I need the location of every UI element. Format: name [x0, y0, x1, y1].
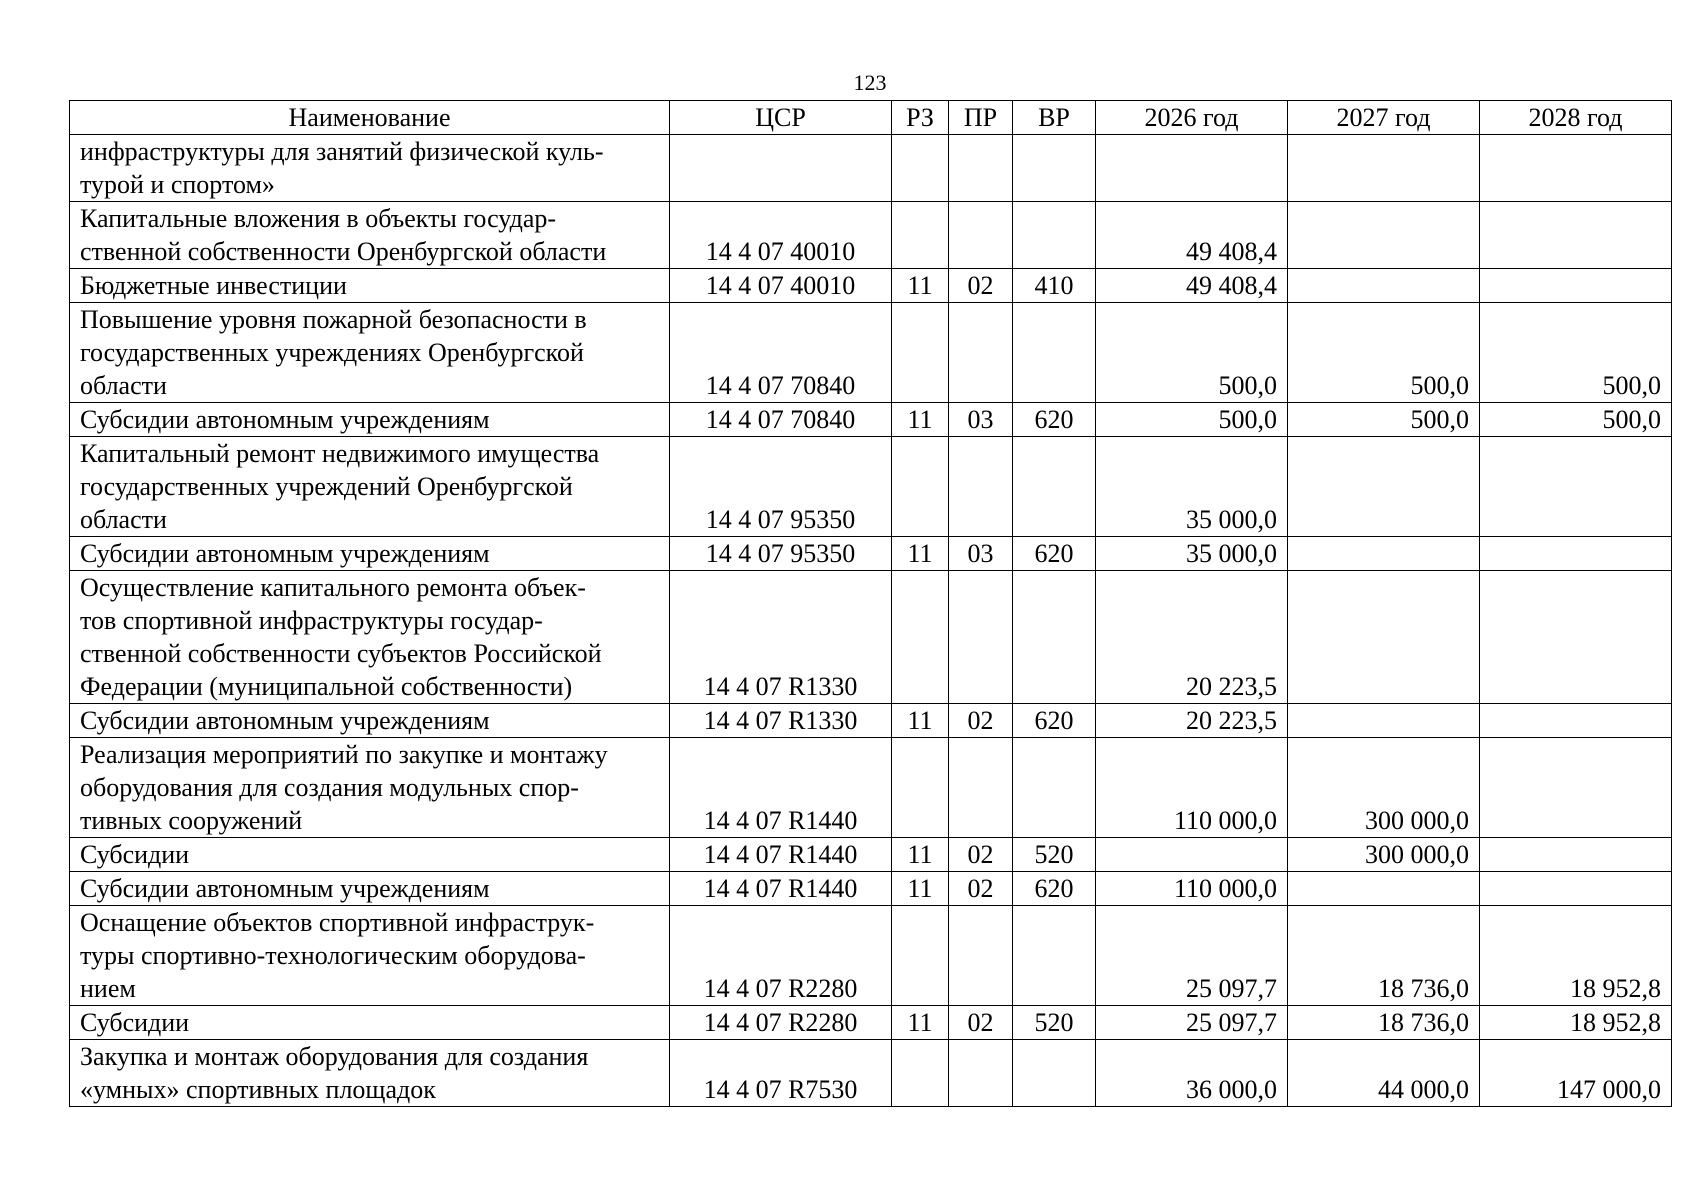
header-name: Наименование	[70, 101, 670, 135]
cell-2028	[1480, 437, 1672, 537]
cell-pr	[949, 571, 1013, 704]
cell-vr: 620	[1013, 537, 1096, 571]
cell-vr	[1013, 738, 1096, 838]
header-rz: РЗ	[892, 101, 949, 135]
cell-name-line: Закупка и монтаж оборудования для создания	[80, 1042, 589, 1071]
cell-2026: 110 000,0	[1096, 872, 1288, 906]
cell-2026: 20 223,5	[1096, 571, 1288, 704]
cell-2026	[1096, 135, 1288, 202]
cell-csr: 14 4 07 95350	[670, 537, 892, 571]
cell-pr	[949, 303, 1013, 403]
cell-2026: 20 223,5	[1096, 704, 1288, 738]
cell-vr	[1013, 906, 1096, 1006]
cell-name-line: Федерации (муниципальной собственности)	[80, 672, 573, 701]
cell-2026: 25 097,7	[1096, 906, 1288, 1006]
cell-rz: 11	[892, 1006, 949, 1040]
cell-name-line: оборудования для создания модульных спор-	[80, 773, 579, 802]
cell-name	[70, 135, 670, 202]
table-row	[70, 838, 1672, 872]
cell-pr: 02	[949, 838, 1013, 872]
cell-vr: 410	[1013, 269, 1096, 303]
header-vr: ВР	[1013, 101, 1096, 135]
table-row	[70, 872, 1672, 906]
cell-2028: 18 952,8	[1480, 906, 1672, 1006]
table-header-row	[70, 101, 1672, 135]
cell-csr: 14 4 07 70840	[670, 303, 892, 403]
table-row	[70, 303, 1672, 403]
cell-2028	[1480, 704, 1672, 738]
cell-rz	[892, 202, 949, 269]
table-row	[70, 1040, 1672, 1107]
cell-vr	[1013, 571, 1096, 704]
table-row	[70, 537, 1672, 571]
cell-2027	[1288, 537, 1480, 571]
cell-csr: 14 4 07 R1440	[670, 872, 892, 906]
cell-vr	[1013, 437, 1096, 537]
cell-name	[70, 403, 670, 437]
cell-pr: 02	[949, 704, 1013, 738]
cell-name-line: Субсидии	[80, 1008, 190, 1037]
cell-name-line: нием	[80, 974, 136, 1003]
cell-name	[70, 437, 670, 537]
cell-2028: 147 000,0	[1480, 1040, 1672, 1107]
header-2026: 2026 год	[1096, 101, 1288, 135]
cell-csr: 14 4 07 R1330	[670, 571, 892, 704]
cell-name-line: Оснащение объектов спортивной инфраструк-	[80, 908, 595, 937]
cell-name	[70, 1006, 670, 1040]
cell-rz	[892, 738, 949, 838]
page-number: 123	[853, 70, 887, 95]
table-row	[70, 704, 1672, 738]
cell-csr: 14 4 07 R2280	[670, 1006, 892, 1040]
cell-name-line: Субсидии автономным учреждениям	[80, 405, 490, 434]
cell-rz: 11	[892, 269, 949, 303]
table-row	[70, 437, 1672, 537]
table-row	[70, 1006, 1672, 1040]
cell-pr	[949, 906, 1013, 1006]
cell-2026: 35 000,0	[1096, 537, 1288, 571]
cell-2028	[1480, 202, 1672, 269]
cell-pr	[949, 1040, 1013, 1107]
cell-pr: 03	[949, 403, 1013, 437]
cell-rz: 11	[892, 704, 949, 738]
cell-2026: 110 000,0	[1096, 738, 1288, 838]
cell-2026	[1096, 838, 1288, 872]
table-row	[70, 135, 1672, 202]
cell-name-line: Субсидии	[80, 840, 190, 869]
cell-name-line: Повышение уровня пожарной безопасности в	[80, 305, 587, 334]
cell-pr	[949, 437, 1013, 537]
cell-csr: 14 4 07 70840	[670, 403, 892, 437]
cell-name-line: турой и спортом»	[80, 170, 275, 199]
cell-name	[70, 269, 670, 303]
cell-name	[70, 872, 670, 906]
cell-2026: 49 408,4	[1096, 269, 1288, 303]
cell-2028	[1480, 571, 1672, 704]
header-pr: ПР	[949, 101, 1013, 135]
cell-2028: 500,0	[1480, 303, 1672, 403]
cell-2027: 300 000,0	[1288, 738, 1480, 838]
cell-rz	[892, 437, 949, 537]
cell-pr	[949, 738, 1013, 838]
cell-2027	[1288, 704, 1480, 738]
cell-name-line: тивных сооружений	[80, 806, 303, 835]
cell-rz: 11	[892, 537, 949, 571]
cell-2026: 25 097,7	[1096, 1006, 1288, 1040]
cell-pr: 02	[949, 1006, 1013, 1040]
cell-rz	[892, 135, 949, 202]
cell-2027: 18 736,0	[1288, 1006, 1480, 1040]
cell-2028	[1480, 872, 1672, 906]
cell-vr: 620	[1013, 403, 1096, 437]
cell-rz: 11	[892, 838, 949, 872]
cell-vr	[1013, 135, 1096, 202]
cell-name	[70, 537, 670, 571]
cell-name-line: области	[80, 505, 167, 534]
cell-name	[70, 571, 670, 704]
cell-2027: 18 736,0	[1288, 906, 1480, 1006]
cell-2028: 18 952,8	[1480, 1006, 1672, 1040]
cell-name-line: области	[80, 371, 167, 400]
cell-2027	[1288, 135, 1480, 202]
cell-vr	[1013, 1040, 1096, 1107]
cell-name	[70, 1040, 670, 1107]
cell-csr: 14 4 07 R1440	[670, 738, 892, 838]
cell-pr: 02	[949, 872, 1013, 906]
table-row	[70, 403, 1672, 437]
cell-2028	[1480, 537, 1672, 571]
cell-name-line: государственных учреждениях Оренбургской	[80, 338, 584, 367]
cell-csr: 14 4 07 R1330	[670, 704, 892, 738]
cell-csr: 14 4 07 95350	[670, 437, 892, 537]
cell-rz: 11	[892, 872, 949, 906]
table-body	[70, 135, 1672, 1107]
cell-rz	[892, 906, 949, 1006]
table-row	[70, 202, 1672, 269]
cell-rz	[892, 303, 949, 403]
cell-2026: 500,0	[1096, 303, 1288, 403]
cell-rz	[892, 1040, 949, 1107]
cell-2028	[1480, 838, 1672, 872]
table-row	[70, 269, 1672, 303]
cell-name	[70, 738, 670, 838]
budget-table	[69, 100, 1672, 1107]
cell-2028	[1480, 269, 1672, 303]
cell-vr	[1013, 303, 1096, 403]
cell-name-line: туры спортивно-технологическим оборудова-	[80, 941, 586, 970]
cell-2027: 44 000,0	[1288, 1040, 1480, 1107]
cell-2026: 49 408,4	[1096, 202, 1288, 269]
cell-2027	[1288, 872, 1480, 906]
cell-2027: 500,0	[1288, 303, 1480, 403]
cell-2026: 500,0	[1096, 403, 1288, 437]
cell-vr: 520	[1013, 838, 1096, 872]
cell-name-line: Бюджетные инвестиции	[80, 271, 347, 300]
cell-2027: 500,0	[1288, 403, 1480, 437]
cell-name-line: Субсидии автономным учреждениям	[80, 874, 490, 903]
cell-rz	[892, 571, 949, 704]
cell-name-line: ственной собственности Оренбургской области	[80, 237, 607, 266]
cell-2027	[1288, 269, 1480, 303]
cell-csr	[670, 135, 892, 202]
cell-csr: 14 4 07 R2280	[670, 906, 892, 1006]
cell-name	[70, 838, 670, 872]
cell-2027	[1288, 571, 1480, 704]
cell-2026: 35 000,0	[1096, 437, 1288, 537]
cell-name-line: Капитальные вложения в объекты государ-	[80, 204, 557, 233]
cell-pr	[949, 135, 1013, 202]
cell-2028	[1480, 738, 1672, 838]
cell-csr: 14 4 07 R1440	[670, 838, 892, 872]
cell-name-line: Субсидии автономным учреждениям	[80, 706, 490, 735]
cell-2028	[1480, 135, 1672, 202]
cell-2027	[1288, 202, 1480, 269]
cell-name-line: инфраструктуры для занятий физической куль-	[80, 137, 604, 166]
cell-2028: 500,0	[1480, 403, 1672, 437]
cell-name-line: «умных» спортивных площадок	[80, 1075, 436, 1104]
cell-vr: 620	[1013, 872, 1096, 906]
cell-csr: 14 4 07 40010	[670, 202, 892, 269]
cell-csr: 14 4 07 R7530	[670, 1040, 892, 1107]
header-2028: 2028 год	[1480, 101, 1672, 135]
cell-name	[70, 704, 670, 738]
cell-name-line: ственной собственности субъектов Российской	[80, 639, 602, 668]
table-row	[70, 906, 1672, 1006]
cell-name	[70, 303, 670, 403]
cell-pr: 03	[949, 537, 1013, 571]
cell-name-line: Субсидии автономным учреждениям	[80, 539, 490, 568]
table-row	[70, 738, 1672, 838]
cell-name-line: Капитальный ремонт недвижимого имущества	[80, 439, 600, 468]
cell-vr	[1013, 202, 1096, 269]
header-csr: ЦСР	[670, 101, 892, 135]
cell-name-line: Реализация мероприятий по закупке и монтажу	[80, 740, 608, 769]
cell-2027	[1288, 437, 1480, 537]
cell-pr: 02	[949, 269, 1013, 303]
cell-name	[70, 906, 670, 1006]
cell-vr: 520	[1013, 1006, 1096, 1040]
table-row	[70, 571, 1672, 704]
cell-vr: 620	[1013, 704, 1096, 738]
cell-name-line: тов спортивной инфраструктуры государ-	[80, 606, 543, 635]
cell-pr	[949, 202, 1013, 269]
cell-name	[70, 202, 670, 269]
cell-name-line: Осуществление капитального ремонта объек-	[80, 573, 586, 602]
cell-2027: 300 000,0	[1288, 838, 1480, 872]
cell-rz: 11	[892, 403, 949, 437]
cell-name-line: государственных учреждений Оренбургской	[80, 472, 573, 501]
header-2027: 2027 год	[1288, 101, 1480, 135]
cell-2026: 36 000,0	[1096, 1040, 1288, 1107]
cell-csr: 14 4 07 40010	[670, 269, 892, 303]
